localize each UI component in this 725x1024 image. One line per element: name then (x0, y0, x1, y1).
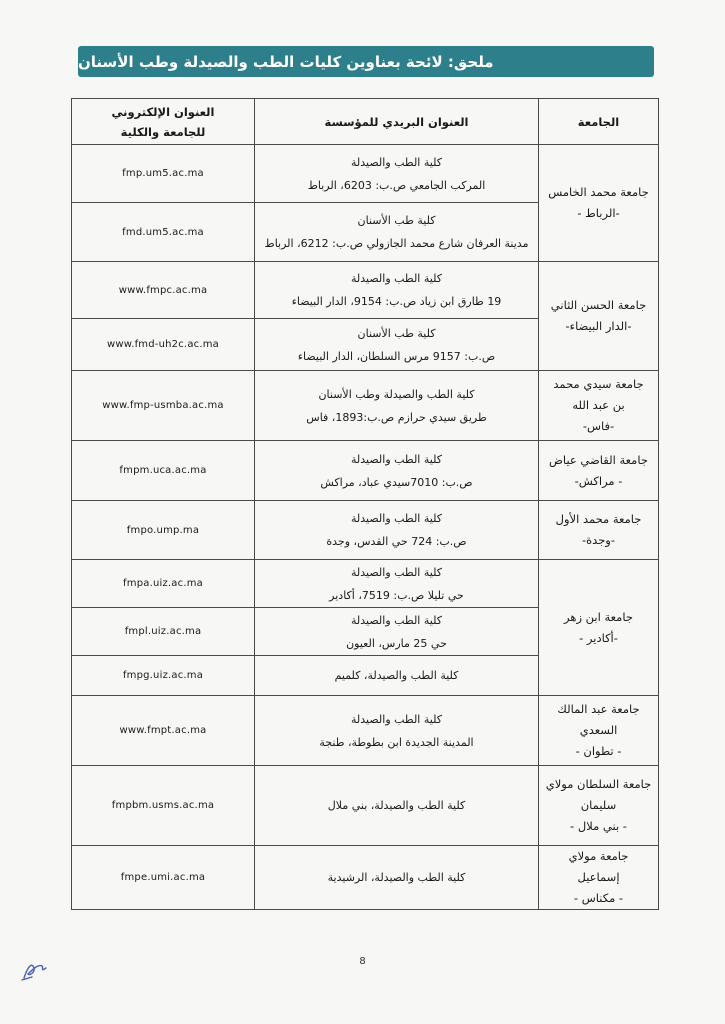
university-cell (539, 262, 659, 371)
university-name-line: - مكناس - (573, 891, 624, 905)
table-row (72, 560, 659, 608)
header-web-line2: للجامعة والكلية (120, 124, 206, 139)
university-cell (539, 501, 659, 560)
faculty-name: كلية طب الأسنان (357, 326, 436, 340)
university-cell (539, 846, 659, 910)
university-name-line: السعدي (579, 723, 618, 737)
web-address: www.fmpt.ac.ma (72, 696, 255, 766)
header-web-address (72, 99, 255, 145)
faculty-address: حي تليلا ص.ب: 7519، أكادير (329, 588, 464, 602)
web-address: www.fmpc.ac.ma (72, 262, 255, 319)
university-cell (539, 766, 659, 846)
university-cell (539, 560, 659, 696)
university-name-line: -الدار البيضاء- (565, 319, 632, 333)
header-web-line1: العنوان الإلكتروني (111, 104, 215, 119)
web-address: fmpm.uca.ac.ma (72, 441, 255, 501)
faculty-name: كلية طب الأسنان (357, 214, 436, 227)
postal-address-cell (255, 696, 539, 766)
faculty-name: كلية الطب والصيدلة، الرشيدية (327, 871, 466, 884)
postal-address-cell (255, 766, 539, 846)
faculty-name: كلية الطب والصيدلة (351, 452, 442, 466)
faculties-table (71, 98, 659, 910)
university-name-line: جامعة مولاي (568, 849, 629, 863)
faculty-name: كلية الطب والصيدلة (351, 712, 442, 726)
faculty-name: كلية الطب والصيدلة (351, 272, 442, 285)
postal-address-cell (255, 319, 539, 371)
faculty-address: طريق سيدي حرازم ص.ب:1893، فاس (306, 410, 487, 424)
university-name-line: - بني ملال - (570, 819, 627, 833)
faculty-name: كلية الطب والصيدلة (351, 613, 442, 627)
university-cell (539, 441, 659, 501)
web-address: fmpo.ump.ma (72, 501, 255, 560)
web-address: fmpbm.usms.ac.ma (72, 766, 255, 846)
web-address: fmd.um5.ac.ma (72, 203, 255, 262)
table-row (72, 441, 659, 501)
university-name-line: إسماعيل (577, 870, 620, 884)
web-address: fmpl.uiz.ac.ma (72, 608, 255, 656)
university-name-line: جامعة عبد المالك (557, 702, 640, 716)
university-name-line: سليمان (580, 798, 617, 812)
web-address: fmpe.umi.ac.ma (72, 846, 255, 910)
university-name-line: جامعة سيدي محمد (553, 377, 644, 391)
university-name-line: جامعة السلطان مولاي (545, 777, 652, 791)
university-name-line: جامعة القاضي عياض (549, 452, 648, 467)
university-name-line: بن عبد الله (572, 398, 625, 412)
web-address: fmpa.uiz.ac.ma (72, 560, 255, 608)
faculty-address: حي 25 مارس، العيون (346, 636, 447, 650)
faculty-address: ص.ب: 7010سيدي عباد، مراكش (320, 475, 473, 489)
faculty-address: 19 طارق ابن زياد ص.ب: 9154، الدار البيضاء (291, 295, 502, 308)
postal-address-cell (255, 441, 539, 501)
faculty-name: كلية الطب والصيدلة وطب الأسنان (318, 387, 475, 401)
table-header-row (72, 99, 659, 145)
postal-address-cell (255, 262, 539, 319)
postal-address-cell (255, 608, 539, 656)
faculty-name: كلية الطب والصيدلة (351, 565, 442, 579)
university-name-line: جامعة الحسن الثاني (550, 298, 647, 312)
university-cell (539, 696, 659, 766)
faculty-address: ص.ب: 9157 مرس السلطان، الدار البيضاء (297, 349, 496, 363)
table-row (72, 145, 659, 203)
table-row (72, 696, 659, 766)
postal-address-cell (255, 501, 539, 560)
web-address: www.fmd-uh2c.ac.ma (72, 319, 255, 371)
postal-address-cell (255, 203, 539, 262)
university-name-line: -فاس- (582, 419, 615, 433)
university-name-line: - مراكش- (574, 473, 623, 488)
table-row (72, 766, 659, 846)
faculty-address: مدينة العرفان شارع محمد الجازولي ص.ب: 6212، الرباط (264, 237, 529, 250)
faculty-name: كلية الطب والصيدلة (351, 512, 442, 525)
banner-title: ملحق: لائحة بعناوين كليات الطب والصيدلة وطب الأسنان (78, 52, 494, 71)
faculty-address: المدينة الجديدة ابن بطوطة، طنجة (319, 735, 474, 749)
web-address: fmpg.uiz.ac.ma (72, 656, 255, 696)
table-row (72, 501, 659, 560)
table-row (72, 846, 659, 910)
web-address: fmp.um5.ac.ma (72, 145, 255, 203)
postal-address-cell (255, 656, 539, 696)
table-row (72, 262, 659, 319)
university-name-line: - تطوان - (575, 744, 622, 758)
table-row (72, 371, 659, 441)
university-cell (539, 371, 659, 441)
university-name-line: جامعة محمد الخامس (548, 185, 649, 199)
faculty-name: كلية الطب والصيدلة، بني ملال (327, 799, 466, 812)
university-name-line: -أكادير - (579, 630, 618, 645)
postal-address-cell (255, 145, 539, 203)
web-address: www.fmp-usmba.ac.ma (72, 371, 255, 441)
faculty-name: كلية الطب والصيدلة (351, 155, 442, 169)
faculty-address: ص.ب: 724 حي القدس، وجدة (326, 535, 467, 548)
header-postal-address: العنوان البريدي للمؤسسة (255, 99, 539, 145)
page-banner (78, 46, 654, 77)
faculty-address: المركب الجامعي ص.ب: 6203، الرباط (307, 178, 486, 192)
signature-icon (20, 958, 50, 988)
university-name-line: -وجدة- (581, 533, 616, 547)
university-cell (539, 145, 659, 262)
postal-address-cell (255, 846, 539, 910)
header-university: الجامعة (539, 99, 659, 145)
university-name-line: -الرباط - (577, 206, 620, 220)
university-name-line: جامعة ابن زهر (564, 609, 633, 624)
university-name-line: جامعة محمد الأول (555, 512, 642, 526)
faculty-name: كلية الطب والصيدلة، كلميم (334, 669, 459, 682)
postal-address-cell (255, 371, 539, 441)
page-number: 8 (359, 956, 366, 967)
postal-address-cell (255, 560, 539, 608)
